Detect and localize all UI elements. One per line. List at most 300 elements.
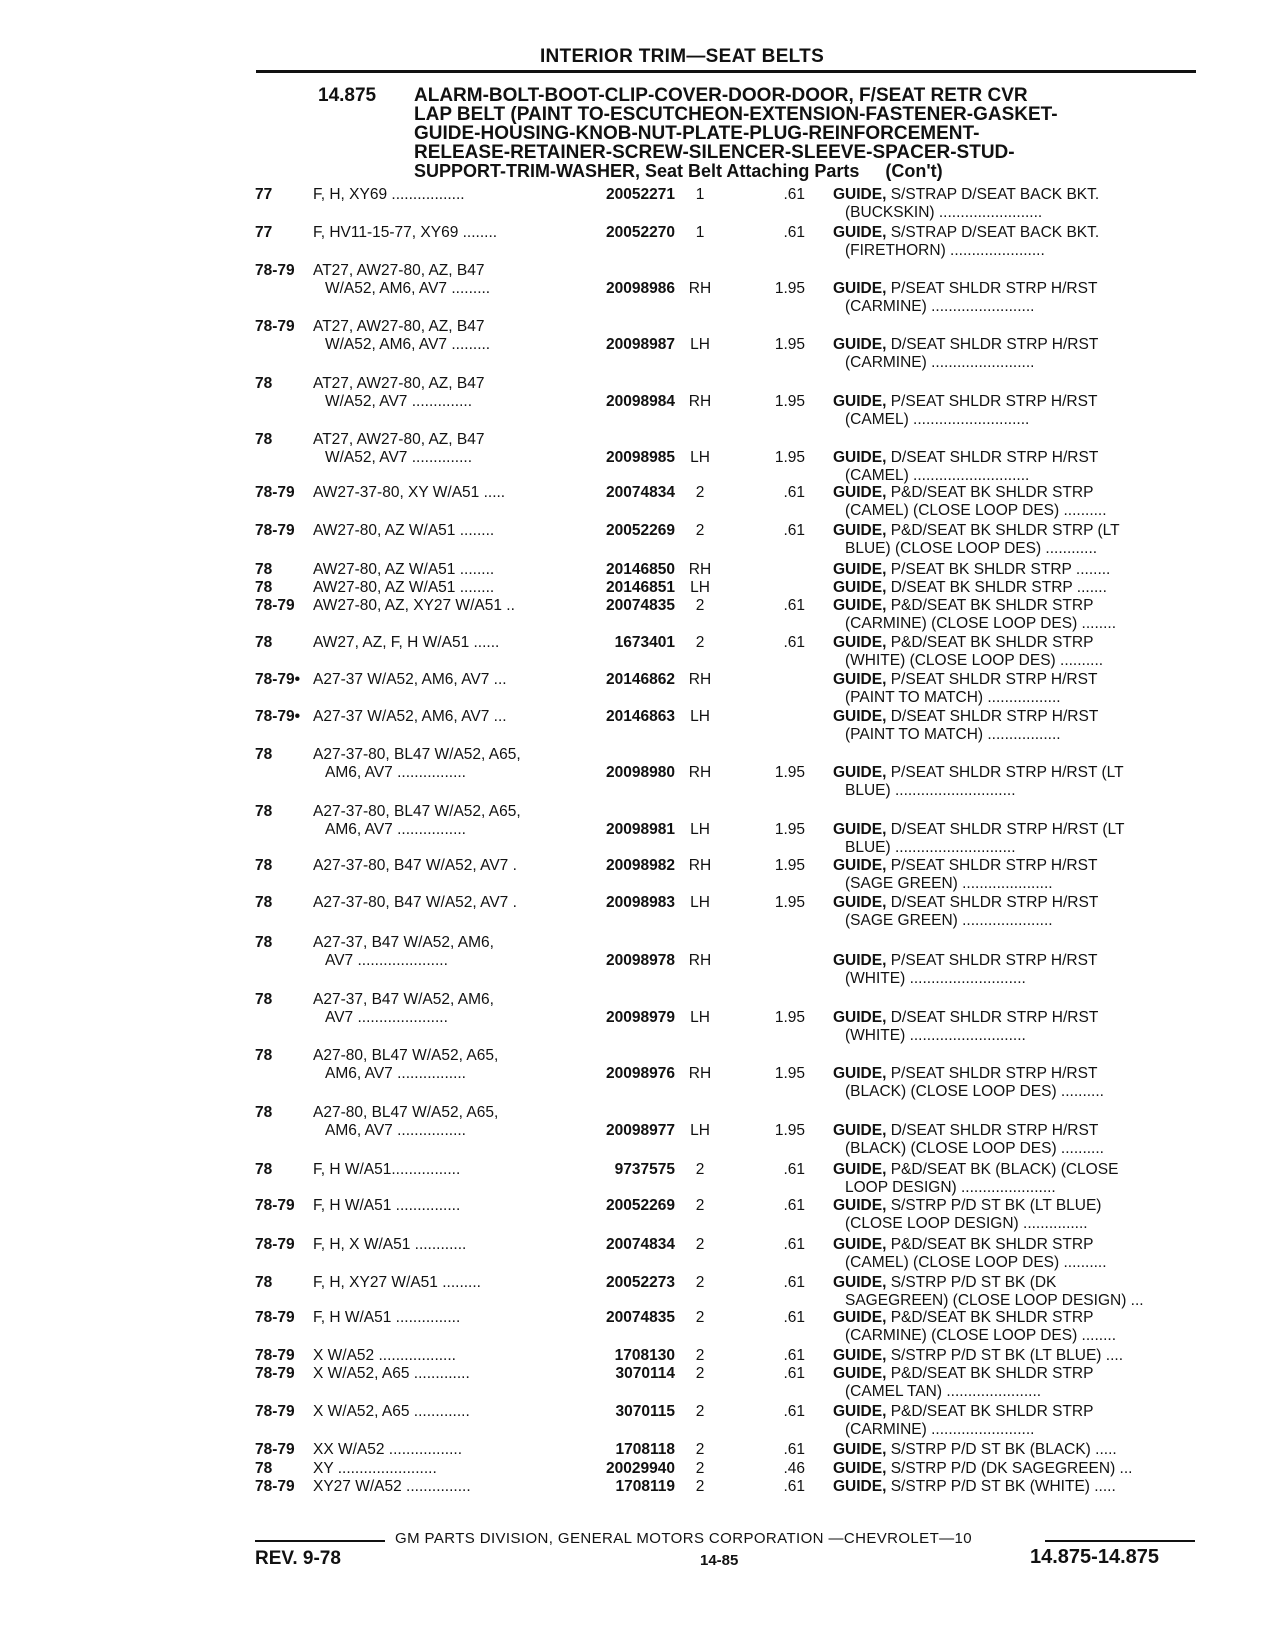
part-name: [833, 1309, 1116, 1345]
page-title: INTERIOR TRIM—SEAT BELTS: [539, 46, 825, 67]
application-line: AM6, AV7 ................: [325, 764, 466, 781]
section-title-last-line: SUPPORT-TRIM-WASHER, Seat Belt Attaching Parts (Con't): [414, 161, 943, 181]
application-line: F, H W/A51 ...............: [313, 1197, 461, 1214]
quantity: 2: [695, 597, 705, 614]
part-name-line: S/STRAP D/SEAT BACK BKT.: [890, 186, 1100, 203]
part-name-key: GUIDE,: [833, 522, 887, 539]
application-line: AT27, AW27-80, AZ, B47: [313, 318, 485, 335]
part-name-line: S/STRP P/D ST BK (LT BLUE) ....: [890, 1347, 1123, 1364]
part-number: 20098977: [606, 1122, 675, 1139]
part-name-line: P/SEAT SHLDR STRP H/RST: [890, 952, 1098, 969]
part-number: 20098983: [606, 894, 675, 911]
price: 1.95: [774, 821, 805, 838]
part-name: [833, 484, 1107, 520]
price: .61: [783, 1478, 805, 1495]
part-number: 20146863: [606, 708, 675, 725]
model-year: 78: [255, 634, 273, 651]
application-desc: [313, 671, 507, 689]
model-year: 78-79: [255, 522, 295, 539]
part-name-line: (CARMINE) (CLOSE LOOP DES) ........: [845, 615, 1117, 632]
part-name: [833, 671, 1097, 707]
part-number: 20098987: [606, 336, 675, 353]
part-name-key: GUIDE,: [833, 952, 887, 969]
application-desc: [313, 522, 494, 540]
continued-note: (Con't): [885, 161, 943, 181]
part-name-line: (CAMEL) ...........................: [845, 411, 1030, 428]
part-name-line: (WHITE) (CLOSE LOOP DES) ..........: [845, 652, 1104, 669]
section-title-line: ALARM-BOLT-BOOT-CLIP-COVER-DOOR-DOOR, F/SEAT RETR CVR: [414, 85, 1028, 106]
part-name-key: GUIDE,: [833, 449, 887, 466]
footer-division: GM PARTS DIVISION, GENERAL MOTORS CORPORATION —CHEVROLET—10: [395, 1530, 973, 1547]
part-name-line: P/SEAT SHLDR STRP H/RST: [890, 1065, 1098, 1082]
application-line: XY27 W/A52 ...............: [313, 1478, 471, 1495]
part-name-line: (WHITE) ...........................: [845, 1027, 1026, 1044]
part-name: [833, 1009, 1098, 1045]
part-name-line: (CAMEL TAN) ......................: [845, 1383, 1042, 1400]
part-number: 20074835: [606, 597, 675, 614]
model-year: 77: [255, 186, 273, 203]
part-number: 20029940: [606, 1460, 675, 1477]
part-name-line: (PAINT TO MATCH) .................: [845, 726, 1061, 743]
application-line: AW27, AZ, F, H W/A51 ......: [313, 634, 500, 651]
part-name-line: P&D/SEAT BK SHLDR STRP (LT: [890, 522, 1120, 539]
part-name-key: GUIDE,: [833, 1009, 887, 1026]
application-line: W/A52, AM6, AV7 .........: [325, 280, 491, 297]
part-name-line: BLUE) (CLOSE LOOP DES) ............: [845, 540, 1098, 557]
quantity: 2: [695, 1365, 705, 1382]
section-title: [414, 86, 1204, 181]
application-desc: [313, 484, 505, 502]
quantity: LH: [690, 894, 710, 911]
part-name-key: GUIDE,: [833, 821, 887, 838]
part-name-key: GUIDE,: [833, 579, 887, 596]
section-title-line: LAP BELT (PAINT TO-ESCUTCHEON-EXTENSION-FASTENER-GASKET-: [414, 104, 1058, 125]
section-title-line: RELEASE-RETAINER-SCREW-SILENCER-SLEEVE-SPACER-STUD-: [414, 142, 1015, 163]
application-line: A27-37-80, B47 W/A52, AV7 .: [313, 894, 517, 911]
price: .61: [783, 1236, 805, 1253]
application-desc: [313, 1104, 498, 1140]
part-name: [833, 561, 1110, 579]
application-line: F, H W/A51................: [313, 1161, 461, 1178]
application-line: F, H, XY69 .................: [313, 186, 465, 203]
application-line: A27-37 W/A52, AM6, AV7 ...: [313, 671, 507, 688]
application-line: F, H W/A51 ...............: [313, 1309, 461, 1326]
part-name: [833, 857, 1097, 893]
price: .46: [783, 1460, 805, 1477]
part-name-key: GUIDE,: [833, 1161, 887, 1178]
quantity: RH: [688, 1065, 712, 1082]
section-title-line: GUIDE-HOUSING-KNOB-NUT-PLATE-PLUG-REINFORCEMENT-: [414, 123, 980, 144]
part-name-line: (CARMINE) ........................: [845, 298, 1035, 315]
part-name-line: (PAINT TO MATCH) .................: [845, 689, 1061, 706]
part-name: [833, 1236, 1107, 1272]
part-name-line: P/SEAT SHLDR STRP H/RST: [890, 393, 1098, 410]
part-name-line: P&D/SEAT BK SHLDR STRP: [890, 597, 1094, 614]
model-year: 78-79•: [255, 671, 301, 688]
part-name: [833, 952, 1097, 988]
part-number: 3070114: [615, 1365, 675, 1382]
model-year: 78: [255, 934, 273, 951]
part-name: [833, 821, 1124, 857]
application-desc: [313, 186, 465, 204]
part-number: 20098982: [606, 857, 675, 874]
part-name-key: GUIDE,: [833, 1347, 887, 1364]
part-name-key: GUIDE,: [833, 1460, 887, 1477]
application-desc: [313, 561, 494, 579]
section-number: 14.875: [318, 85, 377, 106]
price: .61: [783, 1161, 805, 1178]
application-desc: [313, 1441, 462, 1459]
application-desc: [313, 579, 494, 597]
quantity: LH: [690, 1009, 710, 1026]
application-line: W/A52, AV7 ..............: [325, 393, 473, 410]
model-year: 78: [255, 375, 273, 392]
part-name-key: GUIDE,: [833, 1065, 887, 1082]
part-number: 20052269: [606, 1197, 675, 1214]
part-name-line: D/SEAT SHLDR STRP H/RST: [890, 336, 1099, 353]
application-line: A27-37, B47 W/A52, AM6,: [313, 934, 494, 951]
part-name-line: P/SEAT BK SHLDR STRP ........: [890, 561, 1111, 578]
application-line: XY .......................: [313, 1460, 437, 1477]
part-number: 9737575: [614, 1161, 675, 1178]
price: 1.95: [774, 857, 805, 874]
quantity: RH: [688, 671, 712, 688]
application-line: A27-80, BL47 W/A52, A65,: [313, 1104, 499, 1121]
part-name-key: GUIDE,: [833, 634, 887, 651]
application-desc: [313, 597, 515, 615]
application-desc: [313, 1347, 456, 1365]
quantity: 2: [695, 1236, 705, 1253]
application-desc: [313, 1047, 498, 1083]
application-line: AM6, AV7 ................: [325, 1122, 466, 1139]
header-rule: [256, 70, 1196, 73]
part-name-key: GUIDE,: [833, 561, 887, 578]
price: 1.95: [774, 1009, 805, 1026]
price: .61: [783, 1347, 805, 1364]
part-number: 20074834: [606, 484, 675, 501]
part-name-line: P&D/SEAT BK (BLACK) (CLOSE: [890, 1161, 1119, 1178]
quantity: 2: [695, 1403, 705, 1420]
part-number: 20098980: [606, 764, 675, 781]
model-year: 78-79: [255, 1197, 295, 1214]
application-line: AT27, AW27-80, AZ, B47: [313, 431, 485, 448]
application-line: AW27-80, AZ, XY27 W/A51 ..: [313, 597, 515, 614]
model-year: 78: [255, 1460, 273, 1477]
revision-label: REV. 9-78: [255, 1548, 341, 1569]
quantity: 1: [695, 186, 705, 203]
footer-rule: [1045, 1540, 1195, 1542]
part-name-line: P/SEAT SHLDR STRP H/RST: [890, 671, 1098, 688]
application-desc: [313, 318, 490, 354]
application-desc: [313, 991, 494, 1027]
price: 1.95: [774, 894, 805, 911]
part-name-line: LOOP DESIGN) ......................: [845, 1179, 1056, 1196]
model-year: 78-79: [255, 1365, 295, 1382]
part-name-key: GUIDE,: [833, 186, 887, 203]
part-name-line: (CARMINE) (CLOSE LOOP DES) ........: [845, 1327, 1117, 1344]
part-name-key: GUIDE,: [833, 597, 887, 614]
model-year: 78-79: [255, 1403, 295, 1420]
model-year: 78-79: [255, 1441, 295, 1458]
application-line: W/A52, AV7 ..............: [325, 449, 473, 466]
part-name-key: GUIDE,: [833, 1274, 887, 1291]
application-desc: [313, 1197, 460, 1215]
part-number: 20052270: [606, 224, 675, 241]
part-name-key: GUIDE,: [833, 336, 887, 353]
part-number: 1708118: [615, 1441, 675, 1458]
part-name-line: P&D/SEAT BK SHLDR STRP: [890, 1236, 1094, 1253]
part-name-line: P/SEAT SHLDR STRP H/RST: [890, 280, 1098, 297]
part-name-key: GUIDE,: [833, 1365, 887, 1382]
part-number: 20052273: [606, 1274, 675, 1291]
part-number: 1708130: [614, 1347, 675, 1364]
model-year: 78: [255, 746, 273, 763]
part-name-line: BLUE) ............................: [845, 782, 1016, 799]
application-desc: [313, 1365, 470, 1383]
application-line: F, HV11-15-77, XY69 ........: [313, 224, 498, 241]
application-desc: [313, 803, 521, 839]
part-name: [833, 1347, 1123, 1365]
part-name: [833, 393, 1097, 429]
price: .61: [783, 224, 805, 241]
part-name-line: (SAGE GREEN) .....................: [845, 912, 1053, 929]
application-line: AT27, AW27-80, AZ, B47: [313, 375, 485, 392]
application-desc: [313, 894, 517, 912]
part-name: [833, 1365, 1093, 1401]
price: .61: [783, 1403, 805, 1420]
part-name: [833, 1161, 1118, 1197]
model-year: 78: [255, 579, 273, 596]
model-year: 78: [255, 991, 273, 1008]
part-name-line: P&D/SEAT BK SHLDR STRP: [890, 634, 1094, 651]
part-name-line: (CARMINE) ........................: [845, 354, 1035, 371]
part-name-key: GUIDE,: [833, 393, 887, 410]
model-year: 78-79: [255, 262, 295, 279]
part-name-key: GUIDE,: [833, 484, 887, 501]
application-line: F, H, XY27 W/A51 .........: [313, 1274, 481, 1291]
application-line: A27-37-80, BL47 W/A52, A65,: [313, 803, 521, 820]
part-name: [833, 1441, 1117, 1459]
part-name-line: P&D/SEAT BK SHLDR STRP: [890, 1309, 1094, 1326]
model-year: 78: [255, 1047, 273, 1064]
model-year: 78: [255, 561, 273, 578]
price: 1.95: [774, 1065, 805, 1082]
part-name-line: P&D/SEAT BK SHLDR STRP: [890, 484, 1094, 501]
part-name-line: D/SEAT SHLDR STRP H/RST: [890, 1122, 1099, 1139]
quantity: 2: [695, 1309, 705, 1326]
application-line: AW27-37-80, XY W/A51 .....: [313, 484, 506, 501]
part-name-key: GUIDE,: [833, 857, 887, 874]
part-name: [833, 336, 1098, 372]
application-line: F, H, X W/A51 ............: [313, 1236, 467, 1253]
quantity: 2: [695, 1161, 705, 1178]
application-line: A27-37, B47 W/A52, AM6,: [313, 991, 494, 1008]
quantity: RH: [688, 393, 712, 410]
quantity: 2: [695, 1274, 705, 1291]
application-desc: [313, 708, 507, 726]
part-name: [833, 1403, 1093, 1439]
application-desc: [313, 634, 499, 652]
part-name: [833, 1478, 1116, 1496]
part-name: [833, 634, 1103, 670]
part-name-key: GUIDE,: [833, 280, 887, 297]
part-number: 20146850: [606, 561, 675, 578]
quantity: RH: [688, 857, 712, 874]
quantity: LH: [690, 1122, 710, 1139]
part-name-line: S/STRP P/D ST BK (WHITE) .....: [890, 1478, 1116, 1495]
part-name-key: GUIDE,: [833, 224, 887, 241]
application-line: X W/A52 ..................: [313, 1347, 456, 1364]
model-year: 78-79: [255, 318, 295, 335]
part-number: 20098986: [606, 280, 675, 297]
application-line: A27-37-80, BL47 W/A52, A65,: [313, 746, 521, 763]
model-year: 78-79: [255, 1347, 295, 1364]
price: 1.95: [774, 1122, 805, 1139]
application-line: X W/A52, A65 .............: [313, 1403, 470, 1420]
part-name: [833, 186, 1099, 222]
quantity: 2: [695, 1441, 705, 1458]
quantity: 2: [695, 1478, 705, 1495]
application-line: W/A52, AM6, AV7 .........: [325, 336, 491, 353]
quantity: 2: [695, 1460, 705, 1477]
part-name: [833, 449, 1098, 485]
model-year: 78: [255, 894, 273, 911]
part-name-line: (FIRETHORN) ......................: [845, 242, 1045, 259]
price: .61: [783, 1309, 805, 1326]
part-number: 20098984: [606, 393, 675, 410]
model-year: 78-79: [255, 1236, 295, 1253]
part-number: 20074834: [606, 1236, 675, 1253]
part-number: 20146862: [606, 671, 675, 688]
model-year: 78-79: [255, 1309, 295, 1326]
part-name-line: P/SEAT SHLDR STRP H/RST: [890, 857, 1098, 874]
price: .61: [783, 1274, 805, 1291]
quantity: LH: [690, 336, 710, 353]
quantity: RH: [688, 764, 712, 781]
part-name-key: GUIDE,: [833, 764, 887, 781]
price: .61: [783, 1365, 805, 1382]
application-line: AT27, AW27-80, AZ, B47: [313, 262, 485, 279]
model-year: 78: [255, 857, 273, 874]
part-name-key: GUIDE,: [833, 671, 887, 688]
quantity: 1: [695, 224, 705, 241]
price: .61: [783, 484, 805, 501]
part-name-key: GUIDE,: [833, 708, 887, 725]
part-name: [833, 1197, 1101, 1233]
part-name: [833, 708, 1098, 744]
part-name-key: GUIDE,: [833, 1441, 887, 1458]
part-name: [833, 280, 1097, 316]
application-desc: [313, 1460, 437, 1478]
part-name-line: (WHITE) ...........................: [845, 970, 1026, 987]
application-desc: [313, 1403, 470, 1421]
model-year: 78: [255, 431, 273, 448]
application-desc: [313, 1309, 460, 1327]
part-number: 1673401: [614, 634, 675, 651]
part-number: 20052269: [606, 522, 675, 539]
part-name: [833, 1065, 1104, 1101]
part-name: [833, 764, 1124, 800]
part-number: 1708119: [615, 1478, 675, 1495]
part-name: [833, 1122, 1104, 1158]
price: .61: [783, 1441, 805, 1458]
part-name-line: P&D/SEAT BK SHLDR STRP: [890, 1403, 1094, 1420]
quantity: 2: [695, 522, 705, 539]
part-name-key: GUIDE,: [833, 894, 887, 911]
application-line: X W/A52, A65 .............: [313, 1365, 470, 1382]
part-name-key: GUIDE,: [833, 1403, 887, 1420]
price: 1.95: [774, 449, 805, 466]
part-name-line: (SAGE GREEN) .....................: [845, 875, 1053, 892]
application-desc: [313, 1274, 481, 1292]
price: .61: [783, 634, 805, 651]
application-line: A27-37 W/A52, AM6, AV7 ...: [313, 708, 507, 725]
application-line: AV7 .....................: [325, 1009, 448, 1026]
price: .61: [783, 1197, 805, 1214]
application-line: AW27-80, AZ W/A51 ........: [313, 522, 495, 539]
application-desc: [313, 375, 484, 411]
application-line: A27-37-80, B47 W/A52, AV7 .: [313, 857, 517, 874]
model-year: 78-79•: [255, 708, 301, 725]
part-name-line: SAGEGREEN) (CLOSE LOOP DESIGN) ...: [845, 1292, 1144, 1309]
application-desc: [313, 857, 517, 875]
quantity: RH: [688, 280, 712, 297]
part-name-line: D/SEAT SHLDR STRP H/RST (LT: [890, 821, 1125, 838]
part-number: 20098978: [606, 952, 675, 969]
part-name: [833, 224, 1099, 260]
part-name-key: GUIDE,: [833, 1236, 887, 1253]
part-name: [833, 522, 1120, 558]
part-name: [833, 894, 1098, 930]
part-name-line: D/SEAT SHLDR STRP H/RST: [890, 708, 1099, 725]
quantity: LH: [690, 821, 710, 838]
part-number: 20146851: [606, 579, 675, 596]
section-range: 14.875-14.875: [1030, 1546, 1160, 1568]
application-desc: [313, 1478, 471, 1496]
application-desc: [313, 224, 497, 242]
part-name-line: D/SEAT SHLDR STRP H/RST: [890, 449, 1099, 466]
part-name-line: D/SEAT SHLDR STRP H/RST: [890, 894, 1099, 911]
part-number: 3070115: [615, 1403, 675, 1420]
quantity: LH: [690, 708, 710, 725]
part-name-line: S/STRP P/D ST BK (LT BLUE): [890, 1197, 1102, 1214]
quantity: RH: [688, 952, 712, 969]
part-name-line: (CAMEL) (CLOSE LOOP DES) ..........: [845, 502, 1107, 519]
quantity: RH: [688, 561, 712, 578]
page-number: 14-85: [700, 1552, 739, 1569]
model-year: 78-79: [255, 484, 295, 501]
application-desc: [313, 934, 494, 970]
price: 1.95: [774, 764, 805, 781]
application-desc: [313, 431, 484, 467]
application-line: AM6, AV7 ................: [325, 1065, 466, 1082]
part-name-line: (CARMINE) ........................: [845, 1421, 1035, 1438]
part-name-line: BLUE) ............................: [845, 839, 1016, 856]
quantity: LH: [690, 449, 710, 466]
part-name-line: P/SEAT SHLDR STRP H/RST (LT: [890, 764, 1124, 781]
part-number: 20098985: [606, 449, 675, 466]
model-year: 78: [255, 1104, 273, 1121]
quantity: 2: [695, 634, 705, 651]
application-line: A27-80, BL47 W/A52, A65,: [313, 1047, 499, 1064]
price: .61: [783, 597, 805, 614]
part-name-line: S/STRP P/D ST BK (BLACK) .....: [890, 1441, 1117, 1458]
model-year: 77: [255, 224, 273, 241]
part-name-line: S/STRAP D/SEAT BACK BKT.: [890, 224, 1100, 241]
application-line: AV7 .....................: [325, 952, 448, 969]
part-name-line: (BUCKSKIN) ........................: [845, 204, 1043, 221]
application-line: AW27-80, AZ W/A51 ........: [313, 579, 495, 596]
